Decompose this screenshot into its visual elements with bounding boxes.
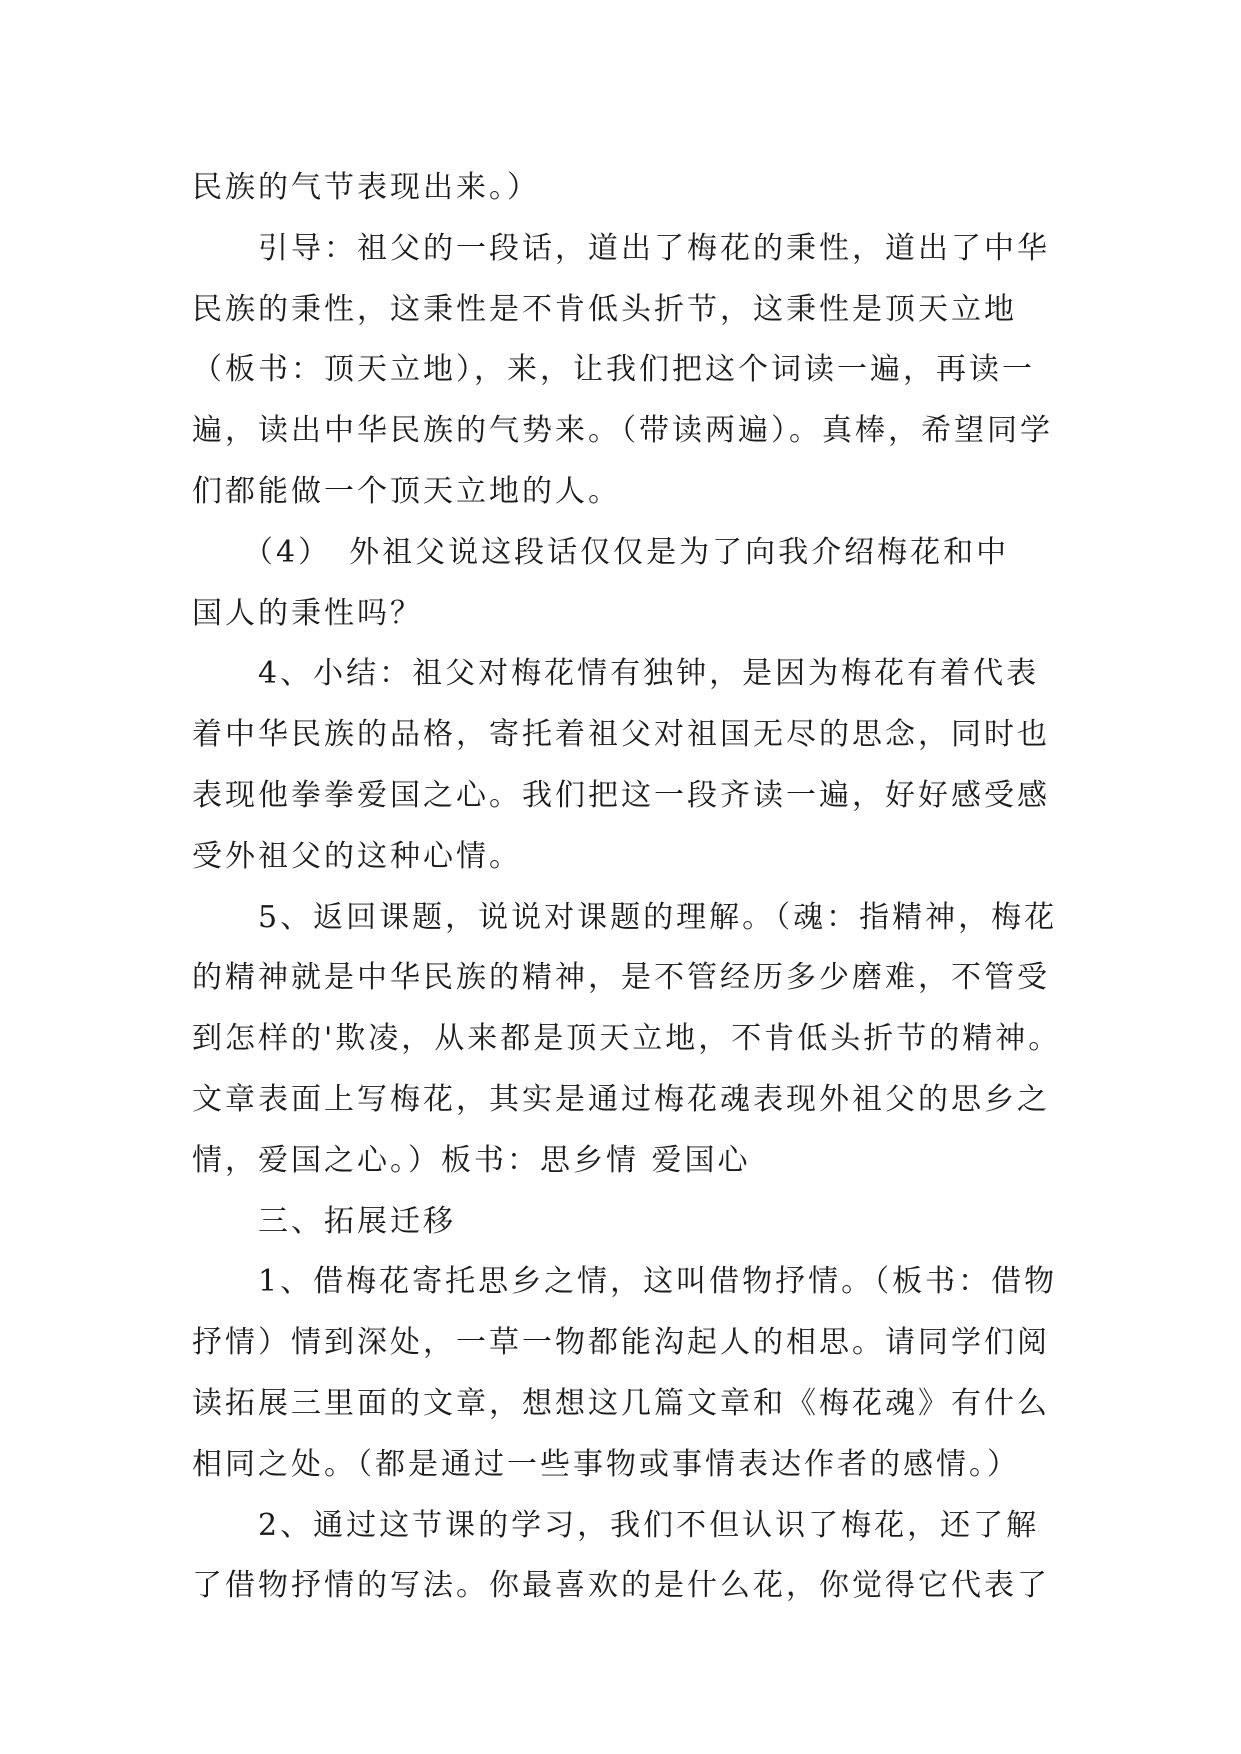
text-line: 遍，读出中华民族的气势来。（带读两遍）。真棒，希望同学 [192,413,1053,449]
body-text [192,158,1062,1617]
text-line: 2、通过这节课的学习，我们不但认识了梅花，还了解 [192,1507,1040,1543]
text-line: 到怎样的'欺凌，从来都是顶天立地，不肯低头折节的精神。 [192,1021,1062,1057]
text-line: 们都能做一个顶天立地的人。 [192,473,621,509]
text-line: 受外祖父的这种心情。 [192,838,522,874]
text-line: 文章表面上写梅花，其实是通过梅花魂表现外祖父的思乡之 [192,1081,1050,1117]
text-line: 读拓展三里面的文章，想想这几篇文章和《梅花魂》有什么 [192,1385,1050,1421]
text-line: 相同之处。（都是通过一些事物或事情表达作者的感情。） [192,1446,1020,1482]
text-line: 三、拓展迁移 [192,1203,456,1239]
text-line: 民族的秉性，这秉性是不肯低头折节，这秉性是顶天立地 [192,291,1017,327]
text-line: 国人的秉性吗？ [192,595,423,631]
text-line: 抒情）情到深处，一草一物都能沟起人的相思。请同学们阅 [192,1325,1050,1361]
text-line: 着中华民族的品格，寄托着祖父对祖国无尽的思念，同时也 [192,717,1050,753]
text-line: 5、返回课题，说说对课题的理解。（魂：指精神，梅花 [192,899,1058,935]
text-line: 1、借梅花寄托思乡之情，这叫借物抒情。（板书：借物 [192,1264,1058,1300]
text-line: 了借物抒情的写法。你最喜欢的是什么花，你觉得它代表了 [192,1568,1050,1604]
text-line: 情，爱国之心。）板书：思乡情 爱国心 [192,1142,751,1178]
text-line: 表现他拳拳爱国之心。我们把这一段齐读一遍，好好感受感 [192,777,1050,813]
text-line: 的精神就是中华民族的精神，是不管经历多少磨难，不管受 [192,960,1050,996]
text-line: （4） 外祖父说这段话仅仅是为了向我介绍梅花和中 [192,534,1010,570]
text-line: 引导：祖父的一段话，道出了梅花的秉性，道出了中华 [192,230,1050,266]
text-line: 4、小结：祖父对梅花情有独钟，是因为梅花有着代表 [192,656,1040,692]
text-line: （板书：顶天立地），来，让我们把这个词读一遍，再读一 [192,352,1035,388]
text-line: 民族的气节表现出来。） [192,170,540,205]
